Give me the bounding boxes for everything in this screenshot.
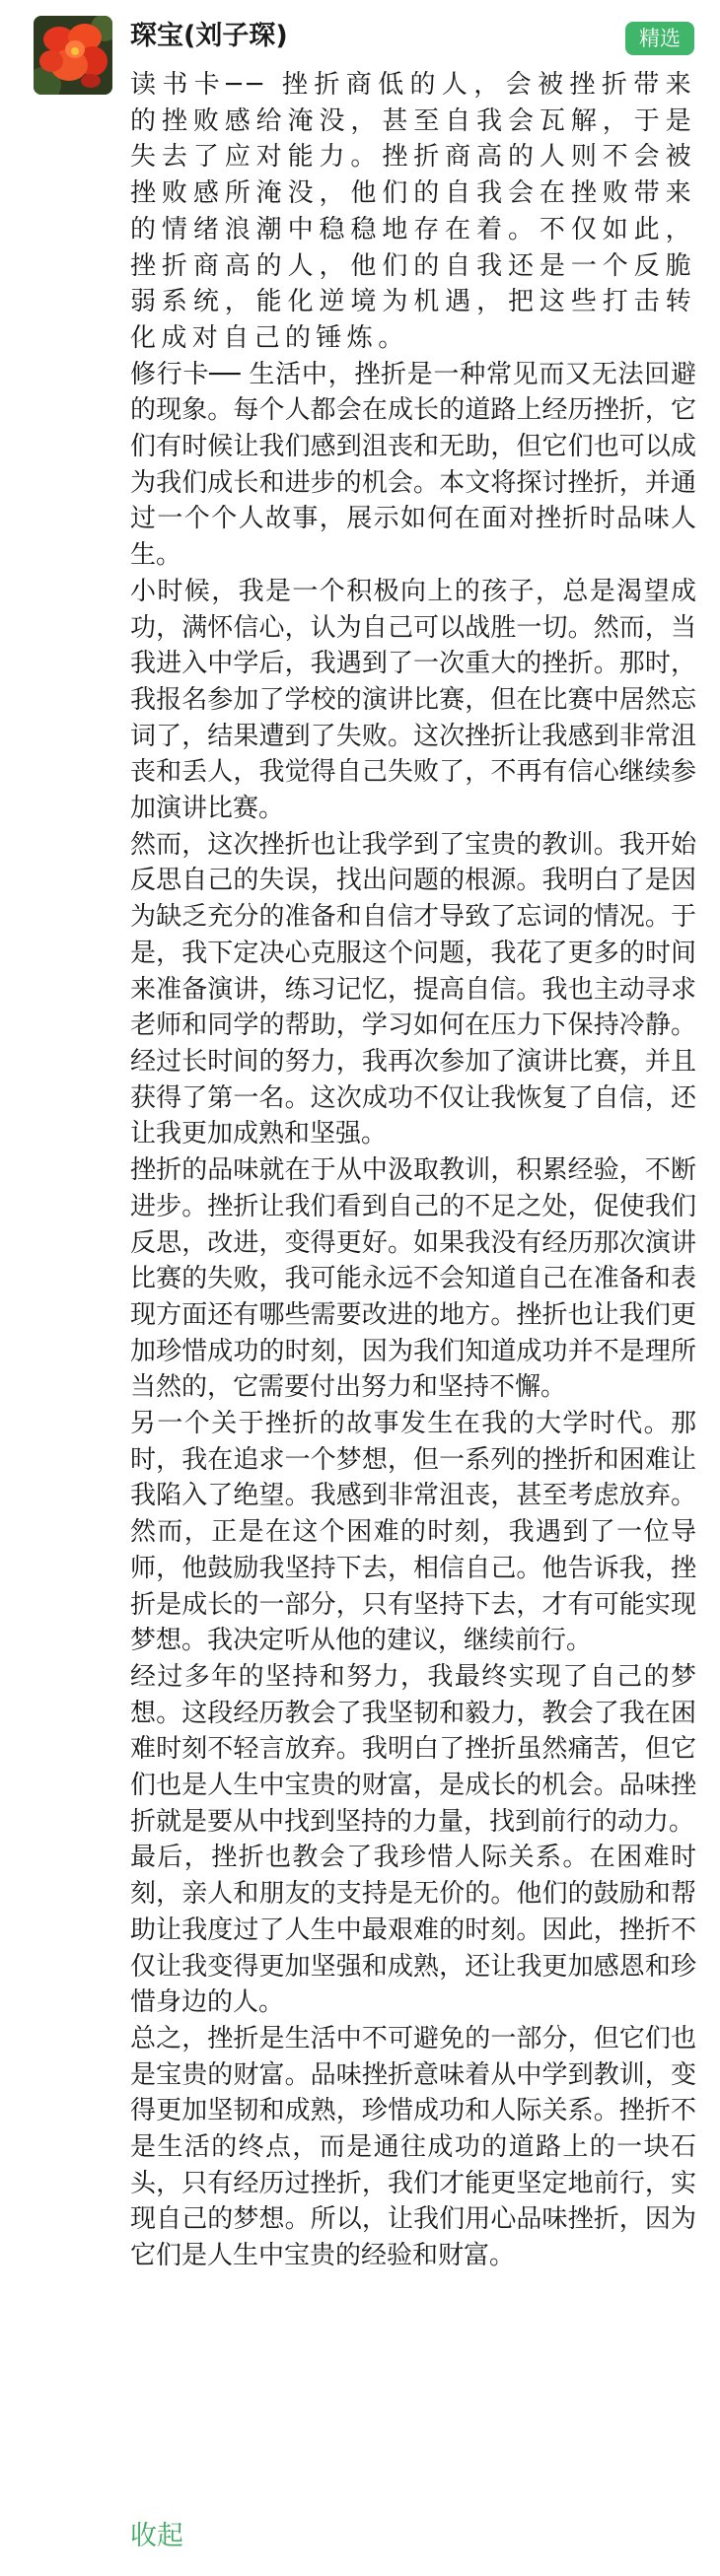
post-paragraph: 另一个关于挫折的故事发生在我的大学时代。那时，我在追求一个梦想，但一系列的挫折和困难让我陷入了绝望。我感到非常沮丧，甚至考虑放弃。然而，正是在这个困难的时刻，我遇到了一位导师，他鼓励我坚持下去，相信自己。他告诉我，挫折是成长的一部分，只有坚持下去，才有可能实现梦想。我决定听从他的建议，继续前行。 (130, 1409, 696, 1656)
post-header (130, 18, 694, 61)
red-flower-avatar-icon (34, 16, 112, 95)
collapse-link[interactable]: 收起 (130, 2521, 183, 2551)
post-paragraph: 总之，挫折是生活中不可避免的一部分，但它们也是宝贵的财富。品味挫折意味着从中学到教训，变得更加坚韧和成熟，珍惜成功和人际关系。挫折不是生活的终点，而是通往成功的道路上的一块石头，只有经历过挫折，我们才能更坚定地前行，实现自己的梦想。所以，让我们用心品味挫折，因为它们是人生中宝贵的经验和财富。 (130, 2023, 696, 2271)
post-body (130, 67, 696, 2274)
post-paragraph: 读书卡── 挫折商低的人，会被挫折带来的挫败感给淹没，甚至自我会瓦解，于是失去了应对能力。挫折商高的人则不会被挫败感所淹没，他们的自我会在挫败带来的情绪浪潮中稳稳地存在着。不仅如此，挫折商高的人，他们的自我还是一个反脆弱系统，能化逆境为机遇，把这些打击转化成对自己的锤炼。 (130, 70, 696, 353)
author-name[interactable]: 琛宝(刘子琛) (130, 21, 288, 51)
post-paragraph: 修行卡── 生活中，挫折是一种常见而又无法回避的现象。每个人都会在成长的道路上经历挫折，它们有时候让我们感到沮丧和无助，但它们也可以成为我们成长和进步的机会。本文将探讨挫折，并通过一个个人故事，展示如何在面对挫折时品味人生。 (130, 359, 696, 571)
post-paragraph: 小时候，我是一个积极向上的孩子，总是渴望成功，满怀信心，认为自己可以战胜一切。然而，当我进入中学后，我遇到了一次重大的挫折。那时，我报名参加了学校的演讲比赛，但在比赛中居然忘词了，结果遭到了失败。这次挫折让我感到非常沮丧和丢人，我觉得自己失败了，不再有信心继续参加演讲比赛。 (130, 576, 696, 824)
post-paragraph: 然而，这次挫折也让我学到了宝贵的教训。我开始反思自己的失误，找出问题的根源。我明白了是因为缺乏充分的准备和自信才导致了忘词的情况。于是，我下定决心克服这个问题，我花了更多的时间来准备演讲，练习记忆，提高自信。我也主动寻求老师和同学的帮助，学习如何在压力下保持冷静。经过长时间的努力，我再次参加了演讲比赛，并且获得了第一名。这次成功不仅让我恢复了自信，还让我更加成熟和坚强。 (130, 829, 696, 1149)
post-paragraph: 挫折的品味就在于从中汲取教训，积累经验，不断进步。挫折让我们看到自己的不足之处，促使我们反思，改进，变得更好。如果我没有经历那次演讲比赛的失败，我可能永远不会知道自己在准备和表现方面还有哪些需要改进的地方。挫折也让我们更加珍惜成功的时刻，因为我们知道成功并不是理所当然的，它需要付出努力和坚持不懈。 (130, 1155, 696, 1403)
featured-badge: 精选 (625, 22, 694, 55)
post-paragraph: 最后，挫折也教会了我珍惜人际关系。在困难时刻，亲人和朋友的支持是无价的。他们的鼓励和帮助让我度过了人生中最艰难的时刻。因此，挫折不仅让我变得更加坚强和成熟，还让我更加感恩和珍惜身边的人。 (130, 1843, 696, 2018)
post-paragraph: 经过多年的坚持和努力，我最终实现了自己的梦想。这段经历教会了我坚韧和毅力，教会了我在困难时刻不轻言放弃。我明白了挫折虽然痛苦，但它们也是人生中宝贵的财富，是成长的机会。品味挫折就是要从中找到坚持的力量，找到前行的动力。 (130, 1661, 696, 1837)
avatar[interactable] (34, 16, 112, 95)
